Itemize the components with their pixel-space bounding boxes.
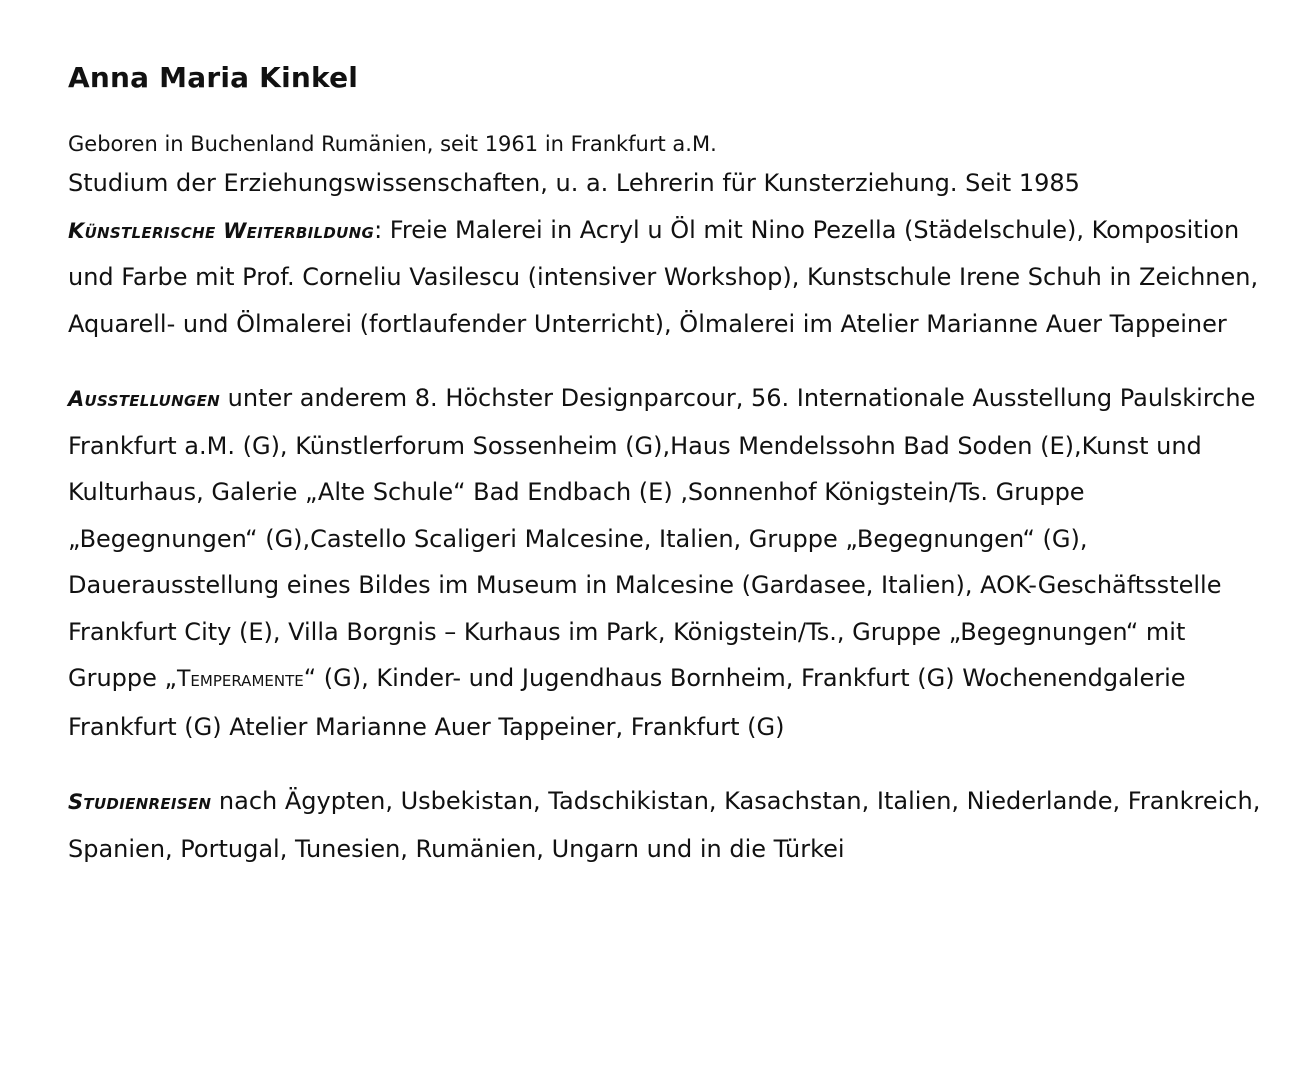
page-title: Anna Maria Kinkel — [68, 61, 359, 94]
education-heading: Künstlerische Weiterbildung — [68, 218, 375, 243]
travel-heading: Studienreisen — [68, 790, 212, 814]
exhibitions-text: unter anderem 8. Höchster Designparcour, 56. Internationale Ausstellung Paulskirche Frankfurt a.M. (G), Künstlerforum Sossenheim (G),Haus Mendelssohn Bad Soden (E),Kunst und Kulturhaus, Galerie „Alte Schule“ Bad Endbach (E) ‚Sonnenhof Königstein/Ts. Gruppe „Begegnungen“ (G),Castello Scaligeri Malcesine, Italien, Gruppe „Begegnungen“ (G), Dauerausstellung eines Bildes im Museum in Malcesine (Gardasee, Italien), AOK-Geschäftsstelle Frankfurt City (E), Villa Borgnis – Kurhaus im Park, Königstein/Ts., Gruppe „Begegnungen“ mit Gruppe „ — [68, 384, 1256, 692]
travel-section — [68, 778, 1268, 872]
exhibitions-group-name: Temperamente — [176, 667, 304, 692]
exhibitions-section — [68, 375, 1268, 750]
birth-info: Geboren in Buchenland Rumänien, seit 1961 in Frankfurt a.M. — [68, 132, 717, 156]
education-text: : Freie Malerei in Acryl u Öl mit Nino Pezella (Städelschule), Komposition und Farbe mit Prof. Corneliu Vasilescu (intensiver Workshop), Kunstschule Irene Schuh in Zeichnen, Aquarell- und Ölmalerei (fortlaufender Unterricht), Ölmalerei im Atelier Marianne Auer Tappeiner — [68, 215, 1259, 338]
exhibitions-text-end: “ (G), Kinder- und Jugendhaus Bornheim, Frankfurt (G) Wochenendgalerie Frankfurt (G) Atelier Marianne Auer Tappeiner, Frankfurt (G) — [68, 664, 1186, 741]
exhibitions-heading: Ausstellungen — [68, 387, 221, 411]
biography-page — [68, 58, 1268, 872]
education-studies: Studium der Erziehungswissenschaften, u. a. Lehrerin für Kunsterziehung. Seit 1985 — [68, 169, 1080, 197]
education-section — [68, 160, 1268, 347]
travel-text: nach Ägypten, Usbekistan, Tadschikistan, Kasachstan, Italien, Niederlande, Frankreich, Spanien, Portugal, Tunesien, Rumänien, Ungarn und in die Türkei — [68, 787, 1261, 863]
